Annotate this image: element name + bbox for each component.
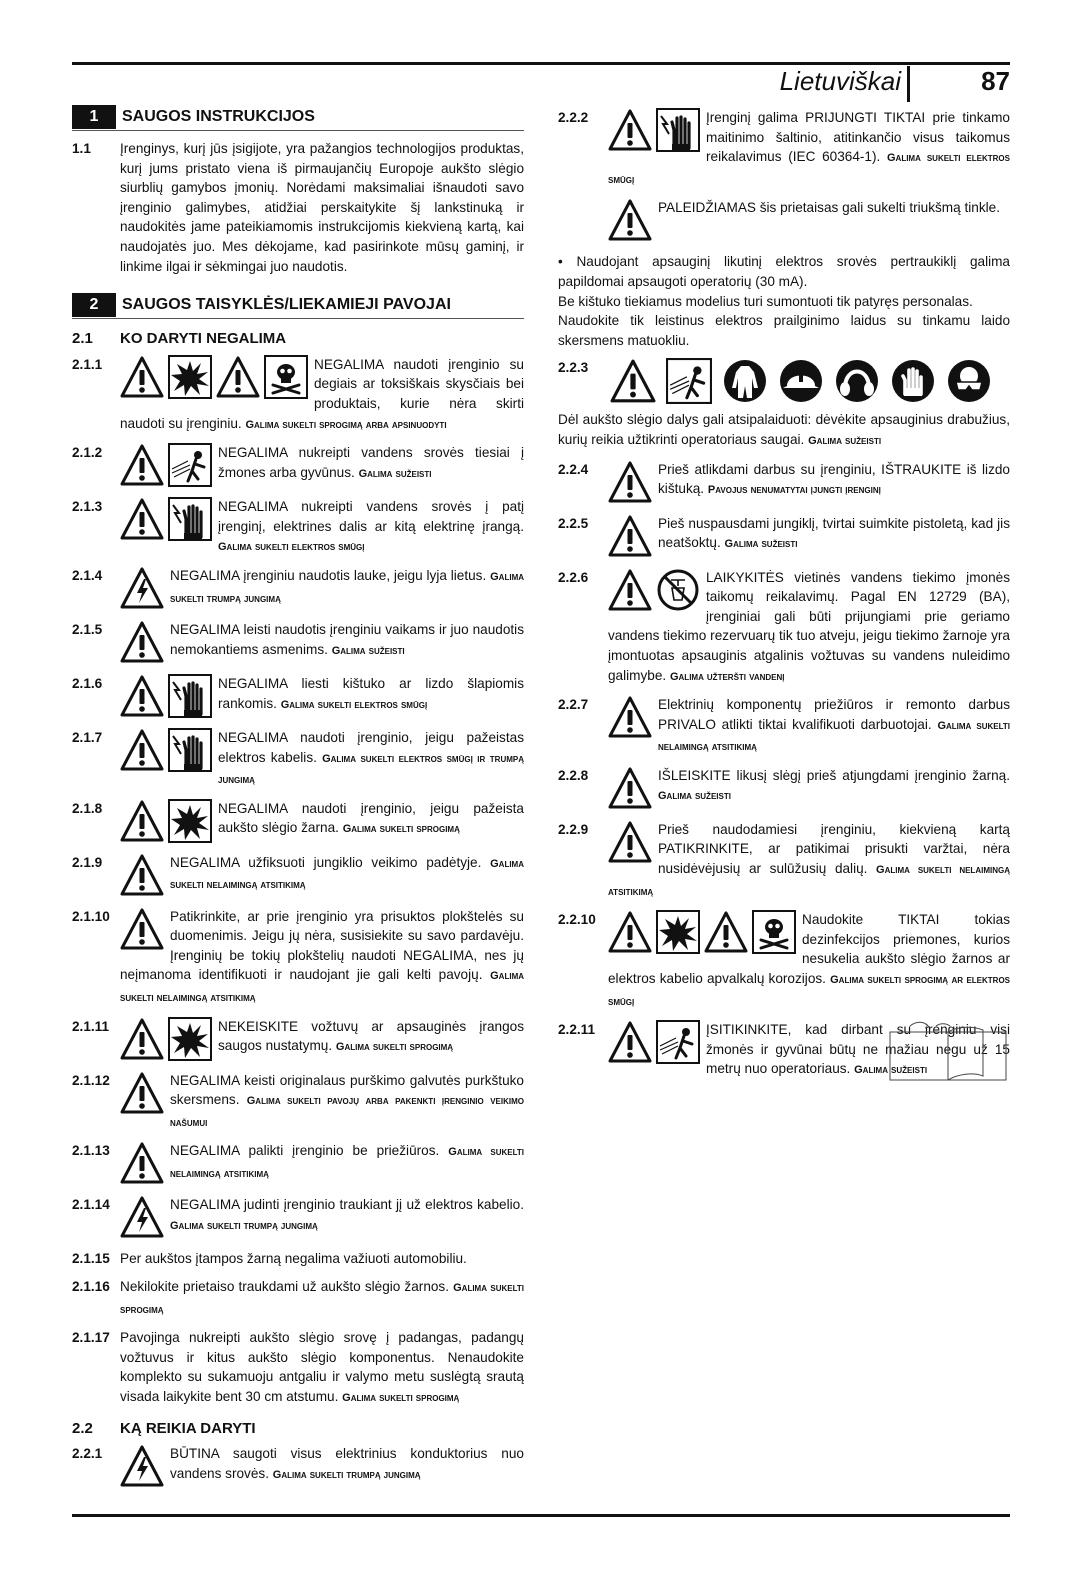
skull-toxic-icon (752, 910, 796, 954)
item-warning: Galima sukelti nelaimingą atsitikimą (170, 1146, 525, 1181)
item-warning: Galima sukelti pavojų arba pakenkti įrenginio veikimo našumui (170, 1095, 524, 1129)
item-warning: Galima sužeisti (724, 538, 798, 551)
item-warning: Galima sukelti nelaimingą atsitikimą (120, 970, 525, 1005)
warning-triangle-icon (120, 799, 164, 843)
ear-protection-icon (832, 358, 882, 404)
bottom-rule (72, 1514, 1010, 1517)
item-text: Įrenginį galima PRIJUNGTI TIKTAI prie tinkamo maitinimo šaltinio, atitinkančio visus taikomus reikalavimus (IEC 60364-1). (706, 110, 1010, 165)
item-2-2-3-text (558, 410, 1010, 451)
explosion-icon (168, 799, 212, 843)
item-number: 2.1.9 (72, 854, 103, 870)
item-2-1-14 (72, 1195, 524, 1241)
item-text: Prieš naudodamiesi įrenginiu, kiekvieną kartą PATIKRINKITE, ar patikimai prisukti varžtai, nėra nusidėvėjusių ar sulūžusių dalių. (658, 821, 1010, 877)
item-text: NEGALIMA užfiksuoti jungiklio veikimo padėtyje. (170, 854, 482, 870)
top-rule (72, 62, 1010, 65)
item-2-2-6 (558, 568, 1010, 688)
item-text: NEGALIMA įrenginiu naudotis lauke, jeigu lyja lietus. (170, 567, 487, 583)
item-number: 2.1.13 (72, 1143, 110, 1159)
read-manual-icon (888, 1020, 1010, 1082)
subsection-title: KO DARYTI NEGALIMA (120, 330, 287, 348)
warning-triangle-icon (608, 766, 652, 810)
explosion-icon (168, 355, 212, 399)
item-warning: Galima sukelti nelaimingą atsitikimą (658, 719, 1010, 754)
item-text: NEGALIMA nukreipti vandens srovės tiesiai į žmones arba gyvūnus. (218, 445, 524, 480)
item-number: 2.1.17 (72, 1330, 110, 1346)
warning-triangle-icon (120, 1141, 164, 1185)
item-text: NEGALIMA naudoti įrenginio, jeigu pažeista aukšto slėgio žarna. (218, 800, 524, 836)
item-text: NEGALIMA leisti naudotis įrenginiu vaikams ir juo naudotis nemokantiems asmenims. (170, 621, 524, 657)
item-text: NEGALIMA palikti įrenginio be priežiūros. (170, 1143, 440, 1159)
electric-shock-hand-icon (168, 728, 212, 772)
item-warning: Galima sužeisti (658, 790, 731, 803)
item-warning: Galima sukelti sprogimą arba apsinuodyti (245, 418, 447, 431)
helmet-icon (776, 358, 826, 404)
warning-triangle-icon (216, 355, 260, 399)
language-label: Lietuviškai (770, 66, 910, 102)
item-text: Pavojinga nukreipti aukšto slėgio srovę į padangas, padangų vožtuvus ir kitus aukšto slėgio komponentus. Nenaudokite komplekto su sukamuoju antgaliu ir valymo metu suslėgtą srautą visada laikykite bent 30 cm atstumu. (120, 1330, 524, 1404)
warning-triangle-icon (120, 497, 164, 541)
warning-triangle-icon (120, 1071, 164, 1115)
item-text: Dėl aukšto slėgio dalys gali atsipalaiduoti: dėvėkite apsauginius drabužius, kurių reikia užtikrinti operatoriaus saugai. (558, 412, 1010, 447)
spray-on-person-icon (664, 358, 714, 404)
item-number: 2.2.11 (558, 1022, 596, 1038)
item-2-1-1 (72, 355, 524, 435)
item-warning: Galima sukelti elektros smūgį ir trumpą jungimą (218, 752, 524, 787)
item-number: 2.2.6 (558, 569, 589, 585)
item-2-1-16 (72, 1277, 524, 1320)
item-number: 2.2.5 (558, 515, 589, 531)
item-warning: Galima sukelti elektros smūgį (218, 541, 365, 554)
warning-triangle-icon (608, 1020, 652, 1064)
item-number: 2.2.4 (558, 461, 589, 477)
warning-triangle-icon (704, 910, 748, 954)
item-2-1-10 (72, 907, 524, 1009)
warning-triangle-icon (120, 853, 164, 897)
item-warning: Galima sukelti trumpą jungimą (170, 570, 525, 605)
subsection-number: 2.1 (72, 330, 93, 348)
item-2-2-5 (558, 514, 1010, 560)
spray-on-person-icon (656, 1020, 700, 1064)
item-warning: Galima sužeisti (358, 467, 432, 480)
protective-suit-icon (720, 358, 770, 404)
warning-triangle-icon (608, 568, 652, 612)
section-title: SAUGOS INSTRUKCIJOS (122, 108, 315, 126)
item-warning: Galima užteršti vandenį (669, 670, 785, 683)
item-2-1-9 (72, 853, 524, 899)
item-1-1 (72, 139, 524, 276)
rcd-paragraph: • Naudojant apsauginį likutinį elektros srovės pertraukiklį galima papildomai apsaugoti operatorių (30 mA). (558, 254, 1010, 289)
item-text: Per aukštos įtampos žarną negalima važiuoti automobiliu. (120, 1251, 467, 1267)
item-number: 2.1.8 (72, 800, 103, 816)
item-2-1-7 (72, 728, 524, 791)
item-text: PALEIDŽIAMAS šis prietaisas gali sukelti triukšmą tinkle. (658, 200, 1000, 216)
goggles-icon (944, 358, 994, 404)
item-text: BŪTINA saugoti visus elektrinius konduktorius nuo vandens srovės. (170, 1446, 524, 1481)
subsection-number: 2.2 (72, 1419, 93, 1437)
item-number: 2.2.9 (558, 821, 589, 837)
warning-triangle-icon (608, 460, 652, 504)
item-warning: Galima sukelti sprogimą (342, 823, 460, 836)
item-text: ĮSITIKINKITE, kad dirbant su įrenginiu visi žmonės ir gyvūnai būtų ne mažiau negu už 15 metrų nuo operatoriaus. (706, 1022, 1010, 1077)
subsection-2-2-header (72, 1419, 524, 1439)
item-number: 2.1.5 (72, 621, 103, 637)
warning-triangle-icon (608, 695, 652, 739)
left-column (72, 104, 524, 1498)
item-number: 2.2.2 (558, 110, 589, 125)
item-2-1-13 (72, 1141, 524, 1187)
item-2-1-3 (72, 497, 524, 558)
item-2-1-11 (72, 1017, 524, 1063)
warning-triangle-icon (608, 358, 658, 404)
item-number: 2.2.10 (558, 912, 596, 928)
warning-triangle-icon (608, 820, 652, 864)
item-number: 2.2.7 (558, 697, 589, 713)
warning-triangle-icon (608, 108, 652, 152)
section-number: 1 (72, 105, 116, 129)
item-warning: Galima sukelti sprogimą ar elektros smūgį (608, 974, 1011, 1008)
right-column (558, 108, 1010, 1089)
item-number: 2.1.10 (72, 908, 110, 924)
section-2-header (72, 292, 524, 319)
item-2-1-4 (72, 566, 524, 612)
item-number: 2.2.8 (558, 767, 589, 783)
item-warning: Galima sužeisti (331, 644, 405, 657)
skull-toxic-icon (264, 355, 308, 399)
section-title: SAUGOS TAISYKLĖS/LIEKAMIEJI PAVOJAI (122, 296, 451, 314)
item-number: 2.1.1 (72, 356, 103, 372)
warning-triangle-icon (608, 910, 652, 954)
subsection-2-1-header (72, 329, 524, 349)
warning-triangle-icon (608, 198, 652, 242)
section-1-header (72, 104, 524, 131)
item-number: 2.1.16 (72, 1279, 110, 1295)
item-number: 2.1.12 (72, 1072, 110, 1088)
item-text: Prieš atlikdami darbus su įrenginiu, IŠTRAUKITE iš lizdo kištuką. (658, 461, 1010, 497)
plug-paragraph: Be kištuko tiekiamus modelius turi sumontuoti tik patyręs personalas. (558, 293, 973, 309)
warning-triangle-icon (120, 443, 164, 487)
item-text: Naudokite TIKTAI tokias dezinfekcijos priemones, kurios nesukelia aukšto slėgio žarnos ar elektros kabelio apvalkalų korozijos. (608, 912, 1010, 987)
item-2-1-8 (72, 799, 524, 845)
warning-triangle-icon (120, 728, 164, 772)
item-warning: Galima sukelti sprogimą (335, 1041, 454, 1054)
warning-triangle-icon (120, 907, 164, 951)
lightning-warning-icon (120, 566, 164, 610)
item-2-1-17 (72, 1328, 524, 1408)
item-text: NEGALIMA nukreipti vandens srovės į patį įrenginį, elektrines dalis ar kitą elektrinę įrangą. (218, 499, 524, 534)
item-text: LAIKYKITĖS vietinės vandens tiekimo įmonės taikomų reikalavimų. Pagal EN 12729 (BA), įrenginiai gali būti prijungiami prie geriamo vandens tiekimo rezervuarų tik tuo atveju, jeigu tiekimo žarnoje yra įmontuotas apsauginis atgalinis vožtuvas su vandens nuleidimo galimybe. (608, 569, 1010, 683)
noise-note (558, 198, 1010, 244)
item-text: NEKEISKITE vožtuvų ar apsauginės įrangos saugos nustatymų. (218, 1018, 524, 1054)
item-text: Patikrinkite, ar prie įrenginio yra prisuktos plokštelės su duomenimis. Jeigu jų nėra, susisiekite su savo pardavėju. Įrenginių be tokių plokštelių naudoti NEGALIMA, nes jų neįmanoma identifikuoti ir naudojant jie gali kelti pavojų. (120, 908, 524, 983)
item-number: 2.1.4 (72, 567, 103, 583)
item-text: IŠLEISKITE likusį slėgį prieš atjungdami įrenginio žarną. (658, 767, 1010, 783)
item-warning: Galima sukelti sprogimą (342, 1392, 460, 1404)
item-2-1-2 (72, 443, 524, 489)
explosion-icon (168, 1017, 212, 1061)
extension-paragraph: Naudokite tik leistinus elektros prailginimo laidus su tinkamu laido skersmens matuokliu. (558, 313, 1010, 348)
item-warning: Galima sukelti nelaimingą atsitikimą (608, 864, 1010, 898)
warning-triangle-icon (608, 514, 652, 558)
lightning-warning-icon (120, 1195, 164, 1239)
item-text: NEGALIMA naudoti įrenginio, jeigu pažeistas elektros kabelis. (218, 729, 524, 765)
item-number: 2.1.11 (72, 1018, 110, 1034)
item-2-1-5 (72, 620, 524, 666)
warning-triangle-icon (120, 1017, 164, 1061)
item-warning: Pavojus nenumatytai įjungti įrenginį (707, 484, 881, 497)
item-warning: Galima sukelti elektros smūgį (280, 698, 428, 711)
item-2-2-4 (558, 460, 1010, 506)
item-number: 2.2.1 (72, 1446, 103, 1462)
item-number: 2.2.3 (558, 360, 589, 376)
warning-triangle-icon (120, 674, 164, 718)
item-warning: Galima sukelti trumpą jungimą (170, 1220, 318, 1233)
electric-shock-hand-icon (656, 108, 700, 152)
item-2-2-8 (558, 766, 1010, 812)
gloves-icon (888, 358, 938, 404)
item-2-2-3 (558, 358, 1010, 406)
item-2-2-9 (558, 820, 1010, 902)
item-warning: Galima sukelti nelaimingą atsitikimą (170, 857, 524, 892)
item-text: NEGALIMA judinti įrenginio traukiant jį už elektros kabelio. (170, 1197, 524, 1213)
item-2-2-2 (558, 108, 1010, 190)
item-2-2-1 (72, 1444, 524, 1490)
item-2-2-10 (558, 910, 1010, 1012)
spray-on-person-icon (168, 443, 212, 487)
item-2-1-15 (72, 1249, 524, 1269)
item-2-1-6 (72, 674, 524, 720)
electric-shock-hand-icon (168, 497, 212, 541)
warning-triangle-icon (120, 620, 164, 664)
item-text: Įrenginys, kurį jūs įsigijote, yra pažangios technologijos produktas, kurį jums pristato viena iš pirmaujančių Europoje aukšto slėgio siurblių gamybos įmonių. Norėdami maksimaliai išnaudoti savo įrenginio galimybes, atidžiai perskaitykite šį lankstinuką ir naudokitės jame pateikiamomis instrukcijomis kiekvieną kartą, kai naudojatės juo. Mes dėkojame, kad pasirinkote mūsų gaminį, ir linkime ilgai ir sėkmingai juo naudotis. (120, 141, 524, 274)
item-warning: Galima sužeisti (854, 1064, 928, 1077)
page-number: 87 (981, 66, 1010, 96)
item-text: NEGALIMA keisti originalaus purškimo galvutės purkštuko skersmens. (170, 1072, 524, 1108)
item-warning: Galima sukelti elektros smūgį (608, 152, 1010, 186)
item-2-2-7 (558, 695, 1010, 758)
item-number: 2.1.7 (72, 729, 103, 745)
item-number: 2.1.3 (72, 499, 103, 515)
item-warning: Galima sužeisti (808, 434, 882, 447)
item-text: Nekilokite prietaiso traukdami už aukšto slėgio žarnos. (120, 1279, 450, 1295)
lightning-warning-icon (120, 1444, 164, 1488)
warning-triangle-icon (120, 355, 164, 399)
item-number: 1.1 (72, 141, 91, 156)
item-number: 2.1.2 (72, 445, 103, 461)
item-text: NEGALIMA naudoti įrenginio su degiais ar toksiškais skysčiais bei produktais, kurie nėra skirti naudoti su įrenginiu. (120, 356, 524, 431)
item-warning: Galima sukelti trumpą jungimą (272, 1468, 421, 1481)
explosion-icon (656, 910, 700, 954)
subsection-title: KĄ REIKIA DARYTI (120, 1419, 256, 1437)
electric-shock-hand-icon (168, 674, 212, 718)
item-number: 2.1.15 (72, 1251, 110, 1267)
item-number: 2.1.14 (72, 1197, 110, 1213)
section-number: 2 (72, 293, 116, 317)
no-drinking-water-icon (656, 568, 700, 612)
item-number: 2.1.6 (72, 675, 103, 691)
item-text: Elektrinių komponentų priežiūros ir remonto darbus PRIVALO atlikti tiktai kvalifikuoti darbuotojai. (658, 697, 1010, 732)
item-text: Pieš nuspausdami jungiklį, tvirtai suimkite pistoletą, kad jis neatšoktų. (658, 515, 1010, 551)
item-warning: Galima sukelti sprogimą (120, 1282, 524, 1316)
item-2-1-12 (72, 1071, 524, 1134)
item-text: NEGALIMA liesti kištuko ar lizdo šlapiomis rankomis. (218, 675, 524, 711)
